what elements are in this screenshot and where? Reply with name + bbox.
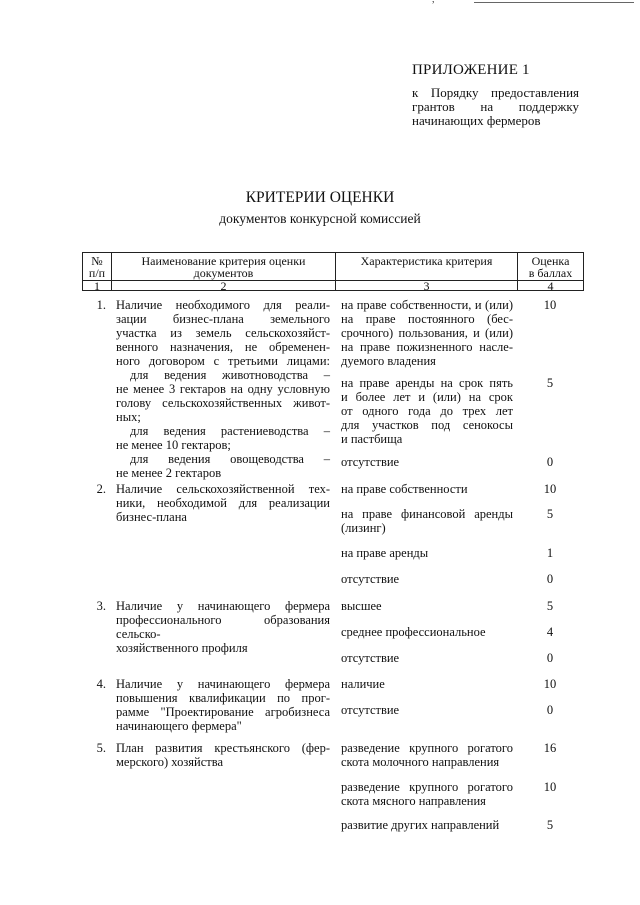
characteristic-text: отсутствие [341, 572, 400, 586]
score-value: 0 [546, 572, 554, 586]
characteristic-text: наличие [341, 677, 385, 691]
header-score: Оценка в баллах [528, 254, 573, 280]
row-number: 3. [96, 599, 106, 613]
appendix-line: к Порядку предоставления [412, 85, 579, 100]
col-number: 1 [94, 279, 100, 293]
appendix-line: начинающих фермеров [412, 113, 541, 128]
col-number: 2 [220, 279, 227, 293]
appendix-line: грантов на поддержку [412, 99, 579, 114]
row-number: 2. [96, 482, 106, 496]
characteristic-text: высшее [341, 599, 382, 613]
score-value: 0 [546, 651, 554, 665]
score-value: 5 [546, 507, 554, 521]
score-value: 10 [543, 677, 557, 691]
score-value: 4 [546, 625, 554, 639]
score-value: 5 [546, 818, 554, 832]
criterion-text: Наличие необходимого для реали- зации бизнес-плана земельного участка из земель сельскохозяйст- венного назначения, не обременен- ного договором с третьими лицами: для ведения животноводства – не менее 3 гектаров на одну условную голову сельскохозяйственных живот- ных; для ведения растениеводства – не менее 10 гектаров; для ведения овощеводства – не менее 2 гектаров [116, 298, 330, 480]
score-value: 5 [546, 376, 554, 390]
characteristic-text: разведение крупного рогатого скота молочного направления [341, 741, 513, 769]
score-value: 16 [543, 741, 557, 755]
col-number: 4 [547, 279, 554, 293]
appendix-subtitle [412, 86, 579, 128]
characteristic-text: на праве собственности, и (или) на праве постоянного (бес- срочного) пользования, и (или) на праве пожизненного насле- дуемого владения [341, 298, 513, 368]
row-number: 5. [96, 741, 106, 755]
characteristic-text: развитие других направлений [341, 818, 500, 832]
header-criterion-name: Наименование критерия оценки документов [141, 254, 306, 280]
characteristic-text: отсутствие [341, 651, 400, 665]
header-num: № п/п [88, 254, 106, 280]
score-value: 0 [546, 455, 554, 469]
characteristic-text: на праве финансовой аренды (лизинг) [341, 507, 513, 535]
criterion-text: План развития крестьянского (фер- мерского) хозяйства [116, 741, 330, 769]
score-value: 1 [546, 546, 554, 560]
characteristic-text: на праве собственности [341, 482, 468, 496]
document-subtitle: документов конкурсной комиссией [219, 211, 421, 226]
characteristic-text: на праве аренды [341, 546, 429, 560]
scan-mark-left [432, 0, 435, 5]
score-value: 10 [543, 780, 557, 794]
table-top-border [82, 252, 584, 253]
score-value: 0 [546, 703, 554, 717]
criterion-text: Наличие сельскохозяйственной тех- ники, необходимой для реализации бизнес-плана [116, 482, 330, 524]
col-divider [583, 252, 584, 291]
characteristic-text: отсутствие [341, 703, 400, 717]
appendix-title: ПРИЛОЖЕНИЕ 1 [412, 62, 530, 78]
characteristic-text: отсутствие [341, 455, 400, 469]
score-value: 10 [543, 482, 557, 496]
criterion-text: Наличие у начинающего фермера профессионального образования сельско- хозяйственного профиля [116, 599, 330, 655]
score-value: 5 [546, 599, 554, 613]
scan-top-rule [474, 2, 634, 3]
characteristic-text: разведение крупного рогатого скота мясного направления [341, 780, 513, 808]
criterion-text: Наличие у начинающего фермера повышения квалификации по прог- рамме "Проектирование агробизнеса начинающего фермера" [116, 677, 330, 733]
header-characteristic: Характеристика критерия [360, 254, 493, 268]
row-number: 1. [96, 298, 106, 312]
document-title: КРИТЕРИИ ОЦЕНКИ [245, 189, 395, 206]
characteristic-text: среднее профессиональное [341, 625, 486, 639]
characteristic-text: на праве аренды на срок пять и более лет и (или) на срок от одного года до трех лет для участков под сенокосы и пастбища [341, 376, 513, 446]
score-value: 10 [543, 298, 557, 312]
col-number: 3 [423, 279, 430, 293]
row-number: 4. [96, 677, 106, 691]
